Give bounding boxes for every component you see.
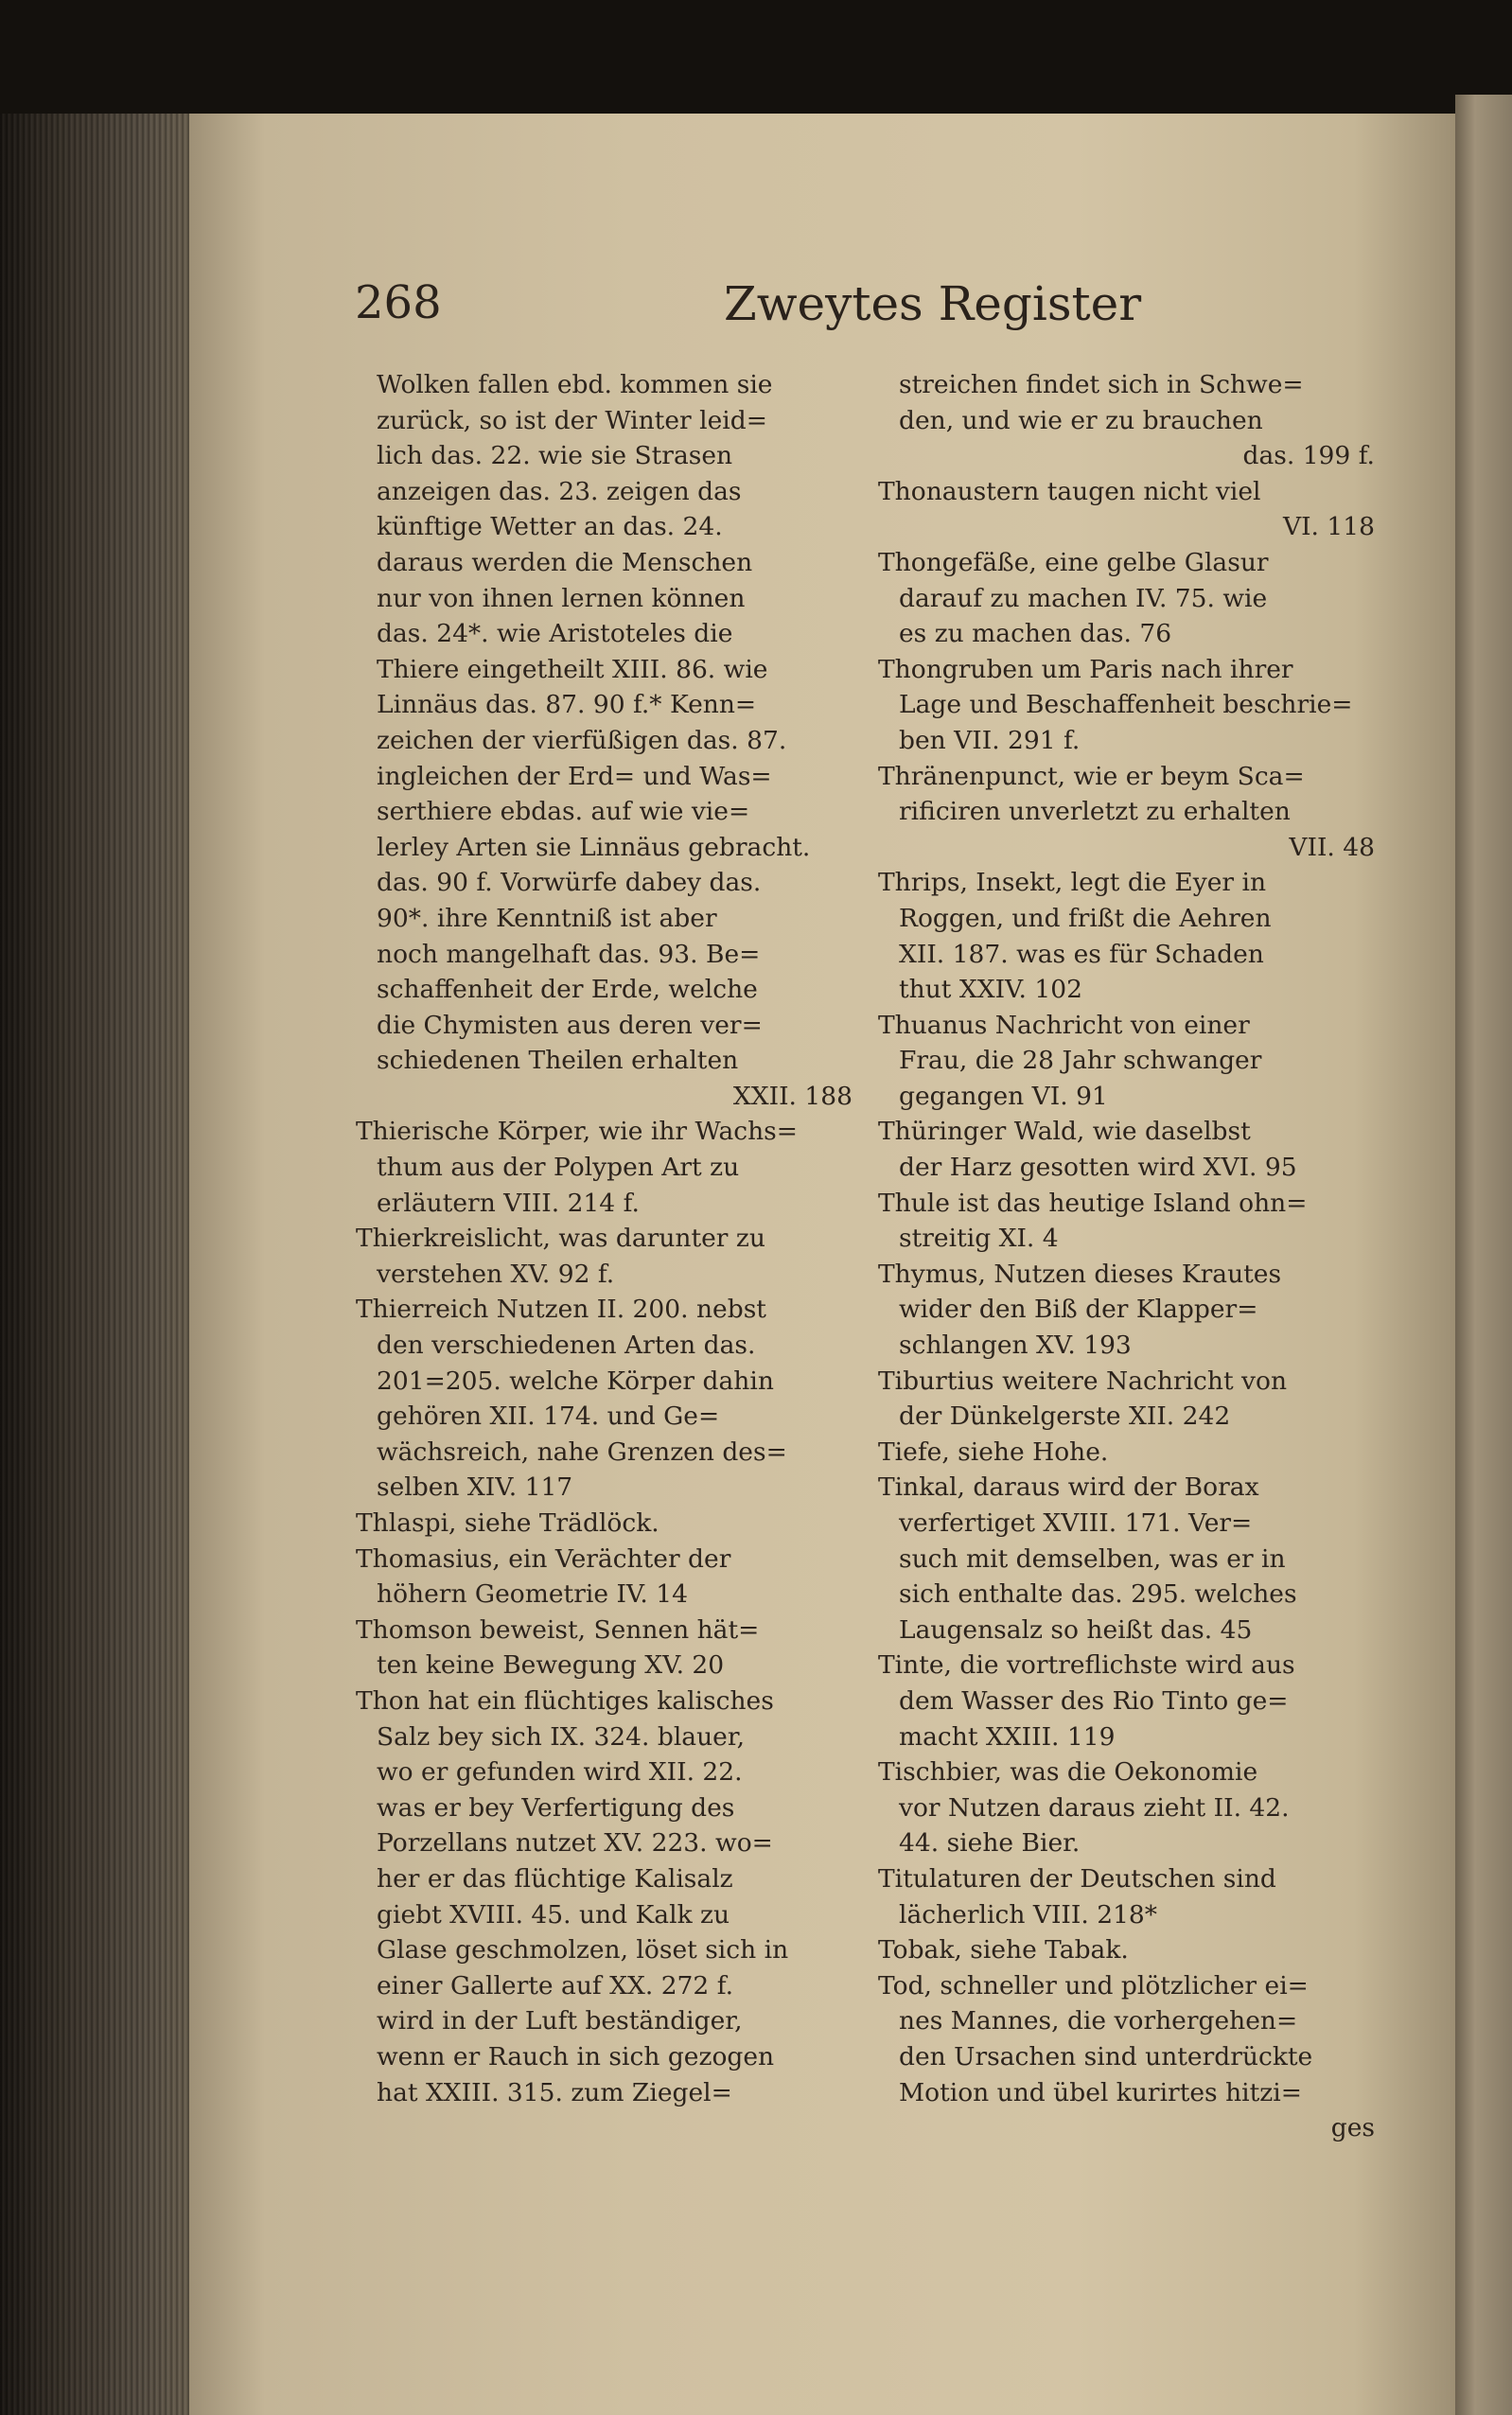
index-line: Wolken fallen ebd. kommen sie xyxy=(377,370,773,399)
index-line: Tiefe, siehe Hohe. xyxy=(878,1437,1109,1467)
index-line: gehören XII. 174. und Ge= xyxy=(377,1401,720,1432)
index-line: zeichen der vierfüßigen das. 87. xyxy=(377,725,787,755)
index-line: such mit demselben, was er in xyxy=(899,1543,1286,1574)
index-line: Thränenpunct, wie er beym Sca= xyxy=(878,761,1305,791)
index-line: wird in der Luft beständiger, xyxy=(377,2006,743,2036)
index-line: dem Wasser des Rio Tinto ge= xyxy=(899,1685,1289,1716)
index-line: darauf zu machen IV. 75. wie xyxy=(899,583,1268,613)
next-page-edge xyxy=(1455,95,1512,2415)
index-line: Thongefäße, eine gelbe Glasur xyxy=(878,547,1269,577)
page-number: 268 xyxy=(355,276,442,329)
index-line: Thierkreislicht, was darunter zu xyxy=(356,1224,765,1254)
index-line: Motion und übel kurirtes hitzi= xyxy=(899,2077,1302,2107)
index-line: ges xyxy=(1330,2113,1375,2143)
index-line: Roggen, und frißt die Aehren xyxy=(899,903,1272,933)
index-line: verstehen XV. 92 f. xyxy=(377,1259,615,1289)
index-line: Thomson beweist, Sennen hät= xyxy=(356,1614,760,1645)
index-line: zurück, so ist der Winter leid= xyxy=(377,405,767,435)
index-line: lächerlich VIII. 218* xyxy=(899,1899,1158,1930)
index-line: höhern Geometrie IV. 14 xyxy=(377,1579,688,1610)
index-line: Linnäus das. 87. 90 f.* Kenn= xyxy=(377,690,757,720)
index-line: wenn er Rauch in sich gezogen xyxy=(377,2041,775,2071)
index-line: verfertiget XVIII. 171. Ver= xyxy=(899,1508,1253,1538)
index-line: einer Gallerte auf XX. 272 f. xyxy=(377,1970,733,2001)
index-line: Thon hat ein flüchtiges kalisches xyxy=(356,1685,774,1716)
index-line: macht XXIII. 119 xyxy=(899,1721,1116,1752)
index-line: noch mangelhaft das. 93. Be= xyxy=(377,939,761,969)
index-line: den verschiedenen Arten das. xyxy=(377,1331,756,1361)
index-line: wächsreich, nahe Grenzen des= xyxy=(377,1437,787,1467)
index-line: daraus werden die Menschen xyxy=(377,547,753,577)
index-line: schiedenen Theilen erhalten xyxy=(377,1046,739,1076)
index-line: Tod, schneller und plötzlicher ei= xyxy=(878,1970,1309,2001)
index-line: das. 24*. wie Aristoteles die xyxy=(377,619,733,649)
index-line: Thüringer Wald, wie daselbst xyxy=(878,1117,1251,1147)
index-line: Thuanus Nachricht von einer xyxy=(878,1010,1250,1040)
index-line: Tinkal, daraus wird der Borax xyxy=(878,1472,1259,1503)
index-line: künftige Wetter an das. 24. xyxy=(377,512,723,542)
index-line: streichen findet sich in Schwe= xyxy=(899,370,1304,399)
index-line: Laugensalz so heißt das. 45 xyxy=(899,1614,1253,1645)
index-line: Tinte, die vortreflichste wird aus xyxy=(878,1650,1295,1681)
index-line: Tischbier, was die Oekonomie xyxy=(878,1757,1258,1788)
index-line: das. 199 f. xyxy=(1242,441,1375,471)
index-line: 44. siehe Bier. xyxy=(899,1828,1081,1859)
index-line: Tiburtius weitere Nachricht von xyxy=(878,1366,1288,1396)
index-line: lerley Arten sie Linnäus gebracht. xyxy=(377,832,811,862)
index-line: rificiren unverletzt zu erhalten xyxy=(899,797,1291,827)
index-line: erläutern VIII. 214 f. xyxy=(377,1188,640,1218)
index-line: giebt XVIII. 45. und Kalk zu xyxy=(377,1899,730,1930)
index-line: Thrips, Insekt, legt die Eyer in xyxy=(878,868,1267,898)
index-line: Thomasius, ein Verächter der xyxy=(356,1543,731,1574)
index-line: Thule ist das heutige Island ohn= xyxy=(878,1188,1308,1218)
index-line: XII. 187. was es für Schaden xyxy=(899,939,1264,969)
right-column xyxy=(878,367,1375,2146)
index-line: Thongruben um Paris nach ihrer xyxy=(878,654,1293,684)
index-line: selben XIV. 117 xyxy=(377,1472,573,1503)
index-line: Titulaturen der Deutschen sind xyxy=(878,1863,1276,1894)
running-head xyxy=(355,276,1386,352)
book-fore-edge xyxy=(0,114,203,2415)
index-line: lich das. 22. wie sie Strasen xyxy=(377,441,733,471)
index-line: nes Mannes, die vorhergehen= xyxy=(899,2006,1298,2036)
left-column xyxy=(356,367,853,2110)
index-line: ben VII. 291 f. xyxy=(899,725,1081,755)
index-line: schlangen XV. 193 xyxy=(899,1331,1132,1361)
index-line: Tobak, siehe Tabak. xyxy=(878,1935,1129,1965)
index-line: thum aus der Polypen Art zu xyxy=(377,1153,740,1183)
index-line: wo er gefunden wird XII. 22. xyxy=(377,1757,743,1788)
index-line: nur von ihnen lernen können xyxy=(377,583,746,613)
index-line: den Ursachen sind unterdrückte xyxy=(899,2041,1313,2071)
index-line: Thierische Körper, wie ihr Wachs= xyxy=(356,1117,798,1147)
index-line: Thlaspi, siehe Trädlöck. xyxy=(356,1508,659,1538)
index-line: VI. 118 xyxy=(1282,512,1375,542)
index-line: anzeigen das. 23. zeigen das xyxy=(377,476,742,506)
index-line: was er bey Verfertigung des xyxy=(377,1792,735,1823)
index-line: Thierreich Nutzen II. 200. nebst xyxy=(356,1295,766,1325)
index-line: streitig XI. 4 xyxy=(899,1224,1059,1254)
index-line: ten keine Bewegung XV. 20 xyxy=(377,1650,725,1681)
index-line: Frau, die 28 Jahr schwanger xyxy=(899,1046,1262,1076)
index-line: den, und wie er zu brauchen xyxy=(899,405,1263,435)
index-line: ingleichen der Erd= und Was= xyxy=(377,761,772,791)
index-line: 201=205. welche Körper dahin xyxy=(377,1366,774,1396)
index-line: Porzellans nutzet XV. 223. wo= xyxy=(377,1828,773,1859)
index-line: gegangen VI. 91 xyxy=(899,1081,1108,1111)
index-line: der Harz gesotten wird XVI. 95 xyxy=(899,1153,1297,1183)
index-line: Thonaustern taugen nicht viel xyxy=(878,476,1261,506)
index-line: thut XXIV. 102 xyxy=(899,975,1082,1005)
index-line: schaffenheit der Erde, welche xyxy=(377,975,758,1005)
index-line: Lage und Beschaffenheit beschrie= xyxy=(899,690,1353,720)
index-line: 90*. ihre Kenntniß ist aber xyxy=(377,903,717,933)
index-line: serthiere ebdas. auf wie vie= xyxy=(377,797,750,827)
index-line: Glase geschmolzen, löset sich in xyxy=(377,1935,789,1965)
index-line: der Dünkelgerste XII. 242 xyxy=(899,1401,1231,1432)
index-line: her er das flüchtige Kalisalz xyxy=(377,1863,733,1894)
index-line: Salz bey sich IX. 324. blauer, xyxy=(377,1721,746,1752)
index-line: sich enthalte das. 295. welches xyxy=(899,1579,1297,1610)
index-line: es zu machen das. 76 xyxy=(899,619,1172,649)
index-line: wider den Biß der Klapper= xyxy=(899,1295,1258,1325)
index-line: hat XXIII. 315. zum Ziegel= xyxy=(377,2077,732,2107)
page-title: Zweytes Register xyxy=(724,276,1142,331)
index-line: das. 90 f. Vorwürfe dabey das. xyxy=(377,868,762,898)
index-line: Thymus, Nutzen dieses Krautes xyxy=(878,1259,1282,1289)
index-line: Thiere eingetheilt XIII. 86. wie xyxy=(377,654,768,684)
index-line: XXII. 188 xyxy=(732,1081,853,1111)
index-line: die Chymisten aus deren ver= xyxy=(377,1010,763,1040)
index-line: vor Nutzen daraus zieht II. 42. xyxy=(899,1792,1290,1823)
index-line: VII. 48 xyxy=(1289,832,1375,862)
